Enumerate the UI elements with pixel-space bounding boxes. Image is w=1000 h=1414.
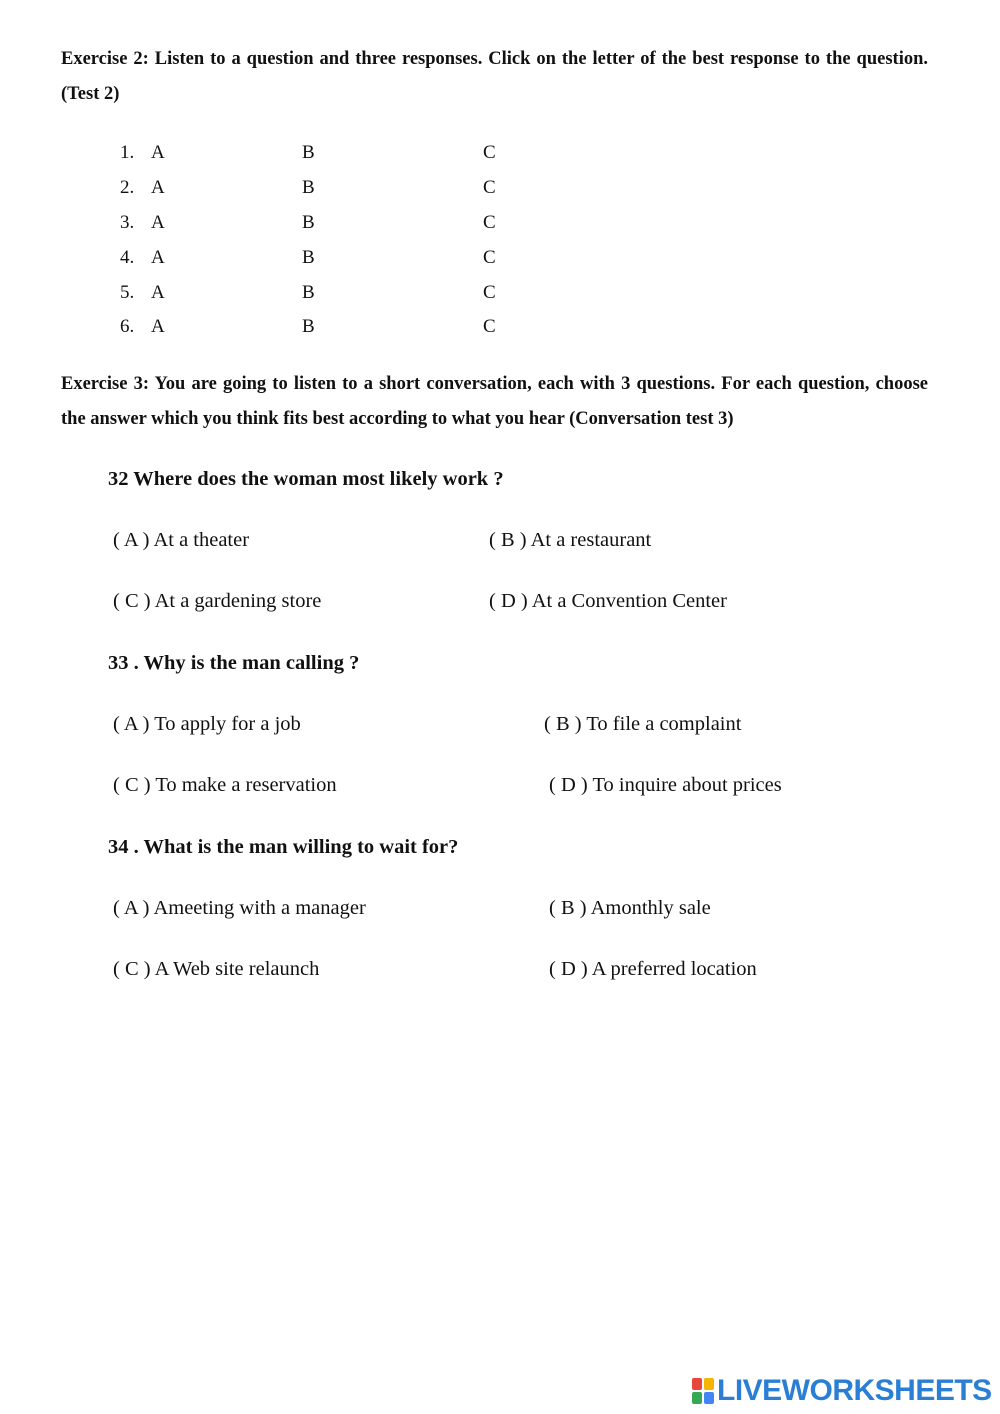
choice-b[interactable]: B bbox=[302, 142, 315, 163]
logo-square-red bbox=[692, 1378, 702, 1390]
logo-square-green bbox=[692, 1392, 702, 1404]
question-32-option-b[interactable]: ( B ) At a restaurant bbox=[489, 529, 652, 551]
choice-c[interactable]: C bbox=[483, 316, 496, 337]
logo-square-yellow bbox=[704, 1378, 714, 1390]
exercise-2-instruction: Exercise 2: Listen to a question and three responses. Click on the letter of the best response to the question. (Test 2) bbox=[61, 49, 928, 104]
choice-b[interactable]: B bbox=[302, 316, 315, 337]
question-33-title: 33 . Why is the man calling ? bbox=[108, 652, 360, 674]
choice-a[interactable]: A bbox=[151, 316, 165, 337]
choice-c[interactable]: C bbox=[483, 212, 496, 233]
choice-c[interactable]: C bbox=[483, 247, 496, 268]
choice-c[interactable]: C bbox=[483, 142, 496, 163]
item-number: 5. bbox=[120, 282, 135, 303]
choice-b[interactable]: B bbox=[302, 212, 315, 233]
question-33-option-d[interactable]: ( D ) To inquire about prices bbox=[549, 774, 782, 796]
logo-square-blue bbox=[704, 1392, 714, 1404]
item-number: 6. bbox=[120, 316, 135, 337]
choice-a[interactable]: A bbox=[151, 247, 165, 268]
choice-a[interactable]: A bbox=[151, 212, 165, 233]
choice-c[interactable]: C bbox=[483, 282, 496, 303]
question-34-option-d[interactable]: ( D ) A preferred location bbox=[549, 958, 757, 980]
question-32-title: 32 Where does the woman most likely work ? bbox=[108, 468, 504, 490]
question-32-option-c[interactable]: ( C ) At a gardening store bbox=[113, 590, 322, 612]
choice-a[interactable]: A bbox=[151, 142, 165, 163]
choice-b[interactable]: B bbox=[302, 247, 315, 268]
liveworksheets-logo bbox=[692, 1374, 992, 1408]
item-number: 2. bbox=[120, 177, 135, 198]
question-34-title: 34 . What is the man willing to wait for? bbox=[108, 836, 459, 858]
question-32-option-d[interactable]: ( D ) At a Convention Center bbox=[489, 590, 727, 612]
exercise-3-instruction: Exercise 3: You are going to listen to a short conversation, each with 3 questions. For each question, choose the answer which you think fits best according to what you hear (Conversation test 3) bbox=[61, 374, 928, 429]
question-34-option-a[interactable]: ( A ) Ameeting with a manager bbox=[113, 897, 366, 919]
item-number: 1. bbox=[120, 142, 135, 163]
question-33-option-a[interactable]: ( A ) To apply for a job bbox=[113, 713, 301, 735]
choice-a[interactable]: A bbox=[151, 177, 165, 198]
question-33-option-c[interactable]: ( C ) To make a reservation bbox=[113, 774, 337, 796]
choice-c[interactable]: C bbox=[483, 177, 496, 198]
item-number: 4. bbox=[120, 247, 135, 268]
liveworksheets-logo-icon bbox=[692, 1378, 714, 1404]
item-number: 3. bbox=[120, 212, 135, 233]
choice-b[interactable]: B bbox=[302, 177, 315, 198]
question-33-option-b[interactable]: ( B ) To file a complaint bbox=[544, 713, 742, 735]
question-34-option-c[interactable]: ( C ) A Web site relaunch bbox=[113, 958, 320, 980]
choice-a[interactable]: A bbox=[151, 282, 165, 303]
question-32-option-a[interactable]: ( A ) At a theater bbox=[113, 529, 250, 551]
logo-wordmark: LIVEWORKSHEETS bbox=[717, 1374, 992, 1407]
question-34-option-b[interactable]: ( B ) Amonthly sale bbox=[549, 897, 711, 919]
choice-b[interactable]: B bbox=[302, 282, 315, 303]
